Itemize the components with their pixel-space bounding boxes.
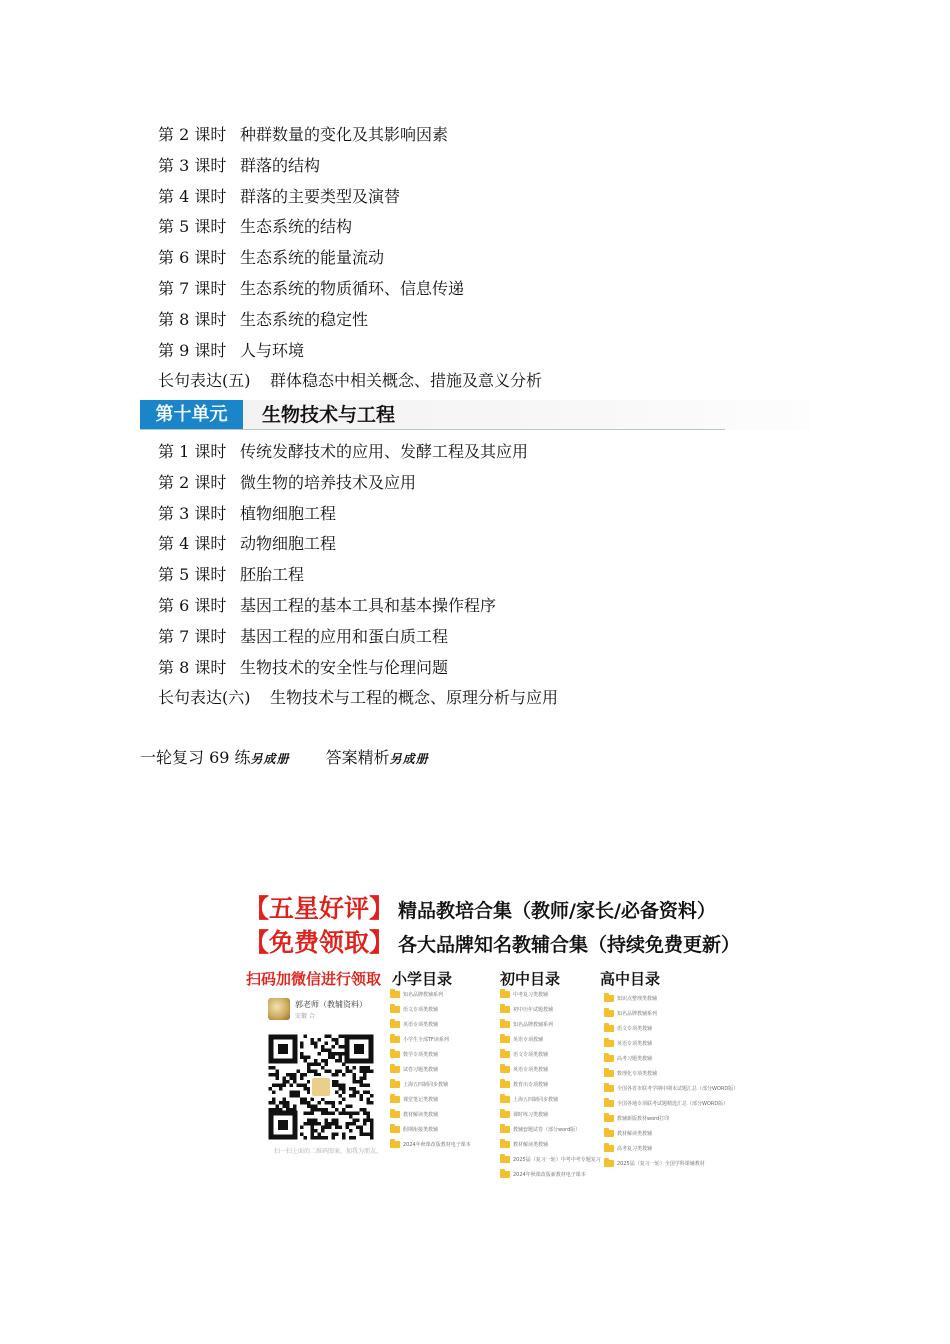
- lesson-row: [158, 440, 528, 464]
- catalog-item-label: 知名品牌教辅系列: [403, 992, 444, 998]
- catalog-item: [390, 1065, 471, 1080]
- catalog-item-label: 课堂笔记类教辅: [403, 1097, 439, 1103]
- catalog-item: [604, 1159, 738, 1174]
- catalog-item: [390, 990, 471, 1005]
- wechat-profile: [268, 998, 378, 1028]
- lesson-title: 基因工程的应用和蛋白质工程: [240, 626, 449, 646]
- catalog-item: [500, 1110, 601, 1125]
- folder-icon: [390, 1036, 400, 1043]
- catalog-item: [500, 1080, 601, 1095]
- catalog-item: [604, 1054, 738, 1069]
- catalog-item-label: 2025届（复习一轮）全国学科课辅教材: [617, 1161, 705, 1167]
- folder-icon: [500, 1111, 510, 1118]
- catalog-item-label: 数理化专项类教辅: [617, 1071, 658, 1077]
- catalog-item: [604, 1009, 738, 1024]
- folder-icon: [500, 1156, 510, 1163]
- lesson-title: 人与环境: [240, 340, 305, 360]
- catalog-item: [500, 1020, 601, 1035]
- profile-region: 安徽 合: [295, 1013, 315, 1020]
- catalog-item-label: 初中历年试题教辅: [513, 1007, 554, 1013]
- lesson-number: 第 1 课时: [158, 442, 227, 461]
- lesson-number: 第 4 课时: [158, 534, 227, 554]
- lesson-title: 生物技术的安全性与伦理问题: [240, 657, 449, 677]
- folder-icon: [604, 1100, 614, 1107]
- lesson-row: [158, 502, 336, 526]
- folder-icon: [500, 1141, 510, 1148]
- lesson-title: 基因工程的基本工具和基本操作程序: [240, 596, 497, 615]
- folder-icon: [500, 1171, 510, 1178]
- qr-code-icon[interactable]: [268, 1034, 374, 1140]
- lesson-title: 植物细胞工程: [240, 503, 337, 523]
- catalog-item-label: 知名品牌教辅系列: [617, 1011, 658, 1017]
- catalog-item-label: 英语专项教辅: [513, 1037, 544, 1043]
- catalog-item-label: 上海五四制同步教辅: [513, 1097, 559, 1103]
- folder-icon: [390, 1096, 400, 1103]
- folder-icon: [500, 1021, 510, 1028]
- answer-note: 另成册: [389, 752, 429, 766]
- lesson-row: [158, 123, 448, 147]
- promo-line-2-text: 各大品牌知名教辅合集（持续免费更新）: [398, 934, 741, 956]
- catalog-item: [390, 1080, 471, 1095]
- lesson-row: [158, 656, 448, 680]
- lesson-number: 长句表达(六): [158, 688, 251, 708]
- lesson-title: 动物细胞工程: [240, 534, 337, 554]
- promo-line-2: [244, 926, 740, 960]
- lesson-number: 长句表达(五): [158, 371, 251, 391]
- catalog-item: [500, 990, 601, 1005]
- folder-icon: [604, 995, 614, 1002]
- catalog-item-label: 语文专项类教辅: [403, 1007, 439, 1013]
- lesson-row: [158, 625, 448, 649]
- folder-icon: [604, 1055, 614, 1062]
- catalog-item-label: 知识点整理类教辅: [617, 996, 658, 1002]
- catalog-item: [390, 1110, 471, 1125]
- catalog-item: [390, 1140, 471, 1155]
- catalog-item: [604, 1099, 738, 1114]
- catalog-item-label: 中考复习类教辅: [513, 992, 549, 998]
- catalog-item-label: 全国各地专项联考试题精选汇总（部分WORD版）: [617, 1101, 729, 1107]
- catalog-item-label: 全国各省市联考学期中期末试题汇总（部分WORD版）: [617, 1086, 739, 1092]
- avatar: [268, 998, 290, 1020]
- lesson-row: [158, 154, 320, 178]
- promo-line-1-highlight: 【五星好评】: [244, 894, 395, 923]
- lesson-number: 第 2 课时: [158, 125, 227, 144]
- catalog-item-label: 数学专项类教辅: [403, 1052, 439, 1058]
- catalog-item: [500, 1155, 601, 1170]
- catalog-item: [500, 1170, 601, 1185]
- footer-note: [140, 746, 429, 770]
- catalog-item-label: 英语专项类教辅: [513, 1067, 549, 1073]
- catalog-item-label: 教辅新版教材word打印: [617, 1116, 670, 1122]
- high-catalog-title: 高中目录: [600, 970, 661, 988]
- folder-icon: [604, 1130, 614, 1137]
- catalog-item-label: 2024年秋课改版新教材电子课本: [513, 1172, 586, 1178]
- catalog-item: [390, 1005, 471, 1020]
- lesson-number: 第 3 课时: [158, 503, 227, 523]
- lesson-number: 第 4 课时: [158, 186, 227, 206]
- lesson-number: 第 3 课时: [158, 155, 227, 175]
- lesson-title: 传统发酵技术的应用、发酵工程及其应用: [240, 442, 529, 461]
- folder-icon: [604, 1145, 614, 1152]
- lesson-title: 生态系统的物质循环、信息传递: [240, 279, 465, 298]
- unit10-header: [140, 400, 810, 430]
- lesson-row: [158, 686, 558, 710]
- folder-icon: [604, 1025, 614, 1032]
- folder-icon: [390, 1141, 400, 1148]
- folder-icon: [390, 1021, 400, 1028]
- header-rule: [140, 429, 725, 430]
- catalog-item: [604, 1069, 738, 1084]
- catalog-item: [500, 1125, 601, 1140]
- unit-tag: 第十单元: [140, 400, 243, 430]
- catalog-item-label: 英语专项类教辅: [617, 1041, 653, 1047]
- lesson-title: 群体稳态中相关概念、措施及意义分析: [270, 371, 543, 391]
- lesson-title: 群落的主要类型及演替: [240, 186, 401, 206]
- folder-icon: [390, 1051, 400, 1058]
- lesson-row: [158, 369, 542, 393]
- catalog-item-label: 上海五四制同步教辅: [403, 1082, 449, 1088]
- lesson-number: 第 2 课时: [158, 472, 227, 492]
- catalog-item-label: 语文专项类教辅: [513, 1052, 549, 1058]
- lesson-title: 生物技术与工程的概念、原理分析与应用: [270, 688, 559, 708]
- catalog-item-label: 教辅套题试卷（部分word版）: [513, 1127, 581, 1133]
- folder-icon: [500, 1126, 510, 1133]
- lesson-row: [158, 215, 352, 239]
- folder-icon: [390, 1066, 400, 1073]
- lesson-row: [158, 471, 416, 495]
- catalog-item: [500, 1095, 601, 1110]
- promo-line-2-highlight: 【免费领取】: [244, 928, 395, 957]
- primary-catalog-title: 小学目录: [392, 970, 453, 988]
- catalog-item-label: 试卷习题类教辅: [403, 1067, 439, 1073]
- promo-line-1-text: 精品教培合集（教师/家长/必备资料）: [398, 900, 716, 922]
- catalog-item-label: 小学生全部TF读系列: [403, 1037, 449, 1043]
- catalog-item: [390, 1035, 471, 1050]
- practice-label: 一轮复习 69 练: [140, 748, 251, 767]
- middle-catalog-list: [500, 990, 601, 1185]
- lesson-title: 胚胎工程: [240, 565, 305, 585]
- promo-line-1: [244, 892, 716, 926]
- folder-icon: [604, 1085, 614, 1092]
- lesson-row: [158, 563, 304, 587]
- lesson-title: 微生物的培养技术及应用: [240, 472, 417, 492]
- catalog-item-label: 教材解读类教辅: [403, 1112, 439, 1118]
- catalog-item: [604, 1129, 738, 1144]
- catalog-item-label: 教材解读类教辅: [617, 1131, 653, 1137]
- folder-icon: [604, 1010, 614, 1017]
- catalog-item-label: 语文专项类教辅: [617, 1026, 653, 1032]
- lesson-row: [158, 532, 336, 556]
- lesson-title: 种群数量的变化及其影响因素: [240, 125, 449, 144]
- lesson-row: [158, 308, 368, 332]
- catalog-item-label: 2025届（复习一轮）中考中考专题复习: [513, 1157, 601, 1163]
- lesson-title: 生态系统的稳定性: [240, 309, 369, 329]
- folder-icon: [604, 1160, 614, 1167]
- catalog-item: [390, 1095, 471, 1110]
- folder-icon: [500, 1066, 510, 1073]
- catalog-item: [500, 1035, 601, 1050]
- catalog-item: [604, 1084, 738, 1099]
- lesson-row: [158, 594, 496, 618]
- catalog-item: [500, 1140, 601, 1155]
- lesson-number: 第 7 课时: [158, 279, 227, 298]
- lesson-row: [158, 185, 400, 209]
- folder-icon: [500, 1036, 510, 1043]
- promo-banner: [244, 886, 741, 1178]
- lesson-title: 生态系统的结构: [240, 217, 353, 237]
- catalog-item-label: 2024年秋课改版教材电子课本: [403, 1142, 471, 1148]
- primary-catalog-list: [390, 990, 471, 1155]
- middle-catalog-title: 初中目录: [500, 970, 561, 988]
- catalog-item: [390, 1050, 471, 1065]
- catalog-item-label: 英语专项类教辅: [403, 1022, 439, 1028]
- folder-icon: [500, 1081, 510, 1088]
- catalog-item: [604, 1114, 738, 1129]
- practice-note: 另成册: [250, 752, 290, 766]
- lesson-row: [158, 246, 384, 270]
- catalog-item-label: 知名品牌教辅系列: [513, 1022, 554, 1028]
- catalog-item: [500, 1050, 601, 1065]
- catalog-item: [500, 1005, 601, 1020]
- qr-caption: 扫一扫上面的二维码图案，加我为朋友。: [274, 1148, 383, 1155]
- catalog-item: [604, 994, 738, 1009]
- folder-icon: [390, 991, 400, 998]
- lesson-title: 群落的结构: [240, 155, 321, 175]
- lesson-number: 第 5 课时: [158, 217, 227, 237]
- catalog-item-label: 高考复习类教辅: [617, 1146, 653, 1152]
- catalog-item-label: 教育出专项教辅: [513, 1082, 549, 1088]
- lesson-number: 第 8 课时: [158, 657, 227, 677]
- catalog-item: [390, 1125, 471, 1140]
- scan-instruction: 扫码加微信进行领取: [246, 970, 382, 988]
- catalog-item: [390, 1020, 471, 1035]
- folder-icon: [604, 1115, 614, 1122]
- folder-icon: [604, 1040, 614, 1047]
- answer-label: 答案精析: [325, 748, 390, 767]
- catalog-item-label: 高考习题类教辅: [617, 1056, 653, 1062]
- catalog-item: [604, 1144, 738, 1159]
- folder-icon: [500, 1096, 510, 1103]
- catalog-item-label: 教材解读类教辅: [513, 1142, 549, 1148]
- catalog-item-label: 假期衔接类教辅: [403, 1127, 439, 1133]
- folder-icon: [500, 1006, 510, 1013]
- catalog-item: [500, 1065, 601, 1080]
- folder-icon: [390, 1006, 400, 1013]
- folder-icon: [604, 1070, 614, 1077]
- lesson-row: [158, 277, 464, 301]
- catalog-item: [604, 1024, 738, 1039]
- high-catalog-list: [604, 994, 738, 1174]
- catalog-item: [604, 1039, 738, 1054]
- lesson-title: 生态系统的能量流动: [240, 248, 385, 268]
- catalog-item-label: 课时练习类教辅: [513, 1112, 549, 1118]
- lesson-number: 第 9 课时: [158, 340, 227, 360]
- folder-icon: [390, 1081, 400, 1088]
- folder-icon: [500, 1051, 510, 1058]
- lesson-number: 第 5 课时: [158, 565, 227, 585]
- lesson-number: 第 8 课时: [158, 309, 227, 329]
- profile-name: 郭老师（教辅资料）: [295, 1000, 367, 1009]
- lesson-number: 第 6 课时: [158, 596, 227, 615]
- folder-icon: [500, 991, 510, 998]
- folder-icon: [390, 1126, 400, 1133]
- lesson-row: [158, 339, 304, 363]
- unit-title: 生物技术与工程: [262, 404, 396, 426]
- folder-icon: [390, 1111, 400, 1118]
- lesson-number: 第 6 课时: [158, 248, 227, 268]
- lesson-number: 第 7 课时: [158, 626, 227, 646]
